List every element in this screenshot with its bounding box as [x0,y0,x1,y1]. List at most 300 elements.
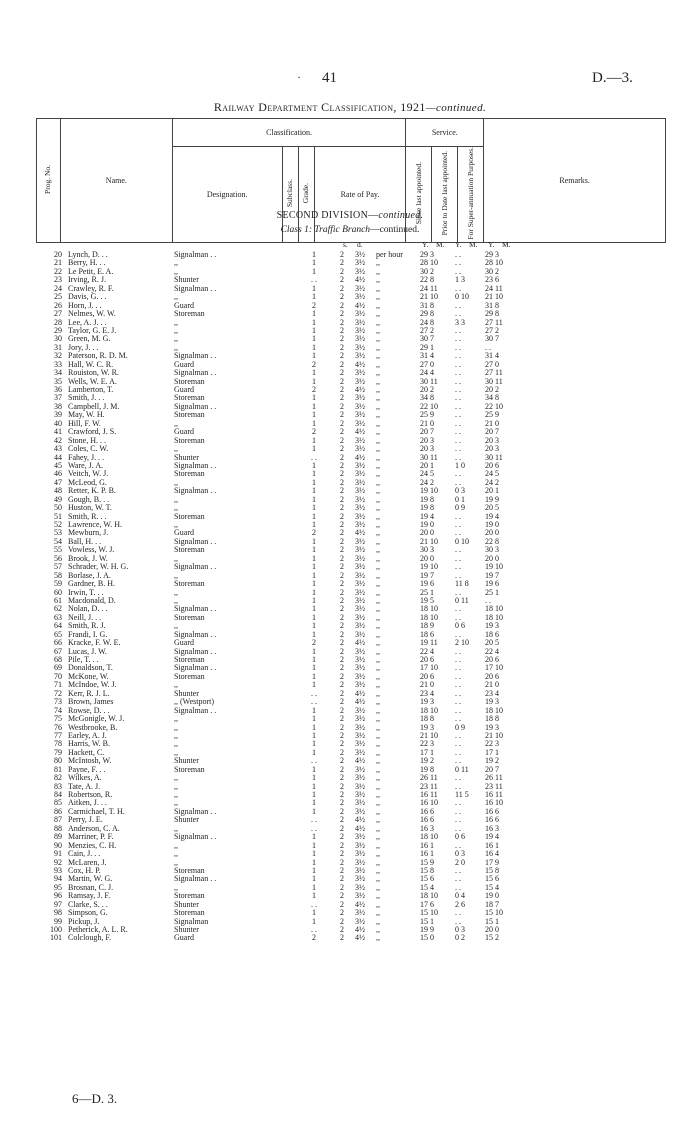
rate-unit: ,, [376,553,380,563]
staff-name: Green, M. G. [68,334,111,344]
since-appointed: 19 10 [420,562,438,572]
rate-unit: ,, [376,275,380,285]
grade: 2 [340,840,344,850]
subclass: 1 [312,646,316,656]
grade: 2 [340,376,344,386]
since-appointed: 22 4 [420,646,434,656]
designation: Shunter [174,688,199,698]
prog-no: 33 [54,359,62,369]
superannuation: 20 5 [485,638,499,648]
prog-no: 99 [54,916,62,926]
rate: 3½ [355,671,365,681]
subclass: 1 [312,376,316,386]
prior-service: . . [455,688,461,698]
prog-no: 72 [54,688,62,698]
prior-service: 1 3 [455,275,465,285]
designation: Signalman . . [174,832,217,842]
designation: ,, [174,258,178,268]
subclass: 1 [312,680,316,690]
grade-header: Grade. [298,147,314,243]
rate: 4½ [355,933,365,943]
superannuation: 19 2 [485,756,499,766]
prior-service: . . [455,916,461,926]
grade: 2 [340,714,344,724]
designation: ,, [174,773,178,783]
staff-name: Harris, W. B. [68,739,110,749]
rate: 3½ [355,773,365,783]
rate: 3½ [355,714,365,724]
prior-service: . . [455,756,461,766]
prog-no: 93 [54,865,62,875]
subclass: . . [311,452,317,462]
grade: 2 [340,638,344,648]
rate-unit: ,, [376,832,380,842]
grade: 2 [340,680,344,690]
staff-name: Lamberton, T. [68,385,114,394]
subclass: 1 [312,790,316,799]
prior-service: . . [455,376,461,386]
since-appointed: 17 1 [420,747,434,757]
staff-name: Petherick, A. L. R. [68,925,128,934]
since-appointed: 28 10 [420,258,438,268]
superannuation: 24 11 [485,283,503,293]
since-appointed: 19 3 [420,722,434,732]
grade: 2 [340,815,344,825]
prior-service: . . [455,671,461,681]
rate: 4½ [355,815,365,825]
rate-unit: ,, [376,477,380,487]
since-appointed: 22 8 [420,275,434,285]
since-appointed: 21 0 [420,680,434,690]
rate: 3½ [355,342,365,352]
rate-unit: ,, [376,410,380,420]
page-title [0,100,700,115]
prior-service: . . [455,309,461,319]
prior-service: . . [455,427,461,437]
superannuation: 19 3 [485,722,499,732]
prior-service: 0 6 [455,621,465,631]
grade: 2 [340,250,344,259]
superannuation: 29 8 [485,309,499,319]
superannuation: 23 4 [485,688,499,698]
staff-name: Crawley, R. F. [68,283,114,293]
staff-name: Marriner, P. F. [68,832,114,842]
superannuation: 30 11 [485,376,503,386]
subclass: 1 [312,705,316,715]
designation: Shunter [174,815,199,825]
designation: ,, [174,595,178,605]
prior-service: 3 3 [455,317,465,327]
rate-unit: ,, [376,798,380,808]
since-appointed: 27 2 [420,325,434,335]
subclass: 1 [312,891,316,901]
since-appointed: 34 8 [420,393,434,403]
unit-pence: d. [357,240,363,249]
prog-no: 76 [54,722,62,732]
rate-unit: ,, [376,722,380,732]
designation: Storeman [174,891,205,901]
prog-no: 25 [54,292,62,302]
page-dot: · [297,70,301,84]
since-appointed: 16 11 [420,790,438,799]
rate: 3½ [355,545,365,555]
grade: 2 [340,477,344,487]
staff-name: Irwin, T. . . [68,587,104,597]
rate-unit: ,, [376,916,380,926]
designation: Storeman [174,764,205,774]
prog-no: 46 [54,469,62,479]
subclass: 1 [312,494,316,504]
prog-no: 48 [54,486,62,496]
rate: 3½ [355,739,365,749]
prog-no: 77 [54,730,62,740]
rate-unit: ,, [376,629,380,639]
rate-unit: ,, [376,494,380,504]
superannuation: 18 10 [485,705,503,715]
staff-name: Rowse, D. . . [68,705,110,715]
staff-name: Westbrooke, B. [68,722,118,732]
prior-service: 0 1 [455,494,465,504]
since-appointed: 18 10 [420,832,438,842]
table-row [0,934,700,942]
rate-unit: ,, [376,258,380,268]
subclass: 2 [312,638,316,648]
rate: 3½ [355,520,365,529]
designation: ,, [174,714,178,724]
rate-unit: ,, [376,283,380,293]
designation: ,, [174,722,178,732]
staff-name: Donaldson, T. [68,663,113,673]
staff-name: Horn, J. . . [68,300,102,310]
rate-unit: ,, [376,739,380,749]
superannuation: 19 4 [485,511,499,521]
rate-unit: ,, [376,376,380,386]
grade: 2 [340,401,344,411]
since-appointed: 23 4 [420,688,434,698]
prog-no: 21 [54,258,62,268]
prior-service: . . [455,773,461,783]
staff-name: Anderson, C. A. [68,823,120,833]
grade: 2 [340,460,344,470]
subclass: 2 [312,385,316,394]
table-row [0,529,700,537]
grade: 2 [340,292,344,302]
prog-no: 52 [54,520,62,529]
prog-no: 69 [54,663,62,673]
superannuation: 15 2 [485,933,499,943]
designation: ,, [174,781,178,791]
table-row [0,648,700,656]
superannuation: 18 6 [485,629,499,639]
subclass: 1 [312,655,316,664]
rate-unit: ,, [376,570,380,580]
superannuation: . . [485,342,491,352]
prior-service: . . [455,385,461,394]
table-row [0,757,700,765]
since-appointed: 19 11 [420,638,438,648]
class-label: Class 1: [280,225,312,235]
rate: 3½ [355,477,365,487]
grade: 2 [340,579,344,589]
prog-no: 91 [54,849,62,859]
grade: 2 [340,275,344,285]
grade: 2 [340,562,344,572]
since-appointed: 15 1 [420,916,434,926]
prog-no: 66 [54,638,62,648]
rate: 3½ [355,629,365,639]
prior-service: . . [455,469,461,479]
superannuation: 22 10 [485,401,503,411]
staff-name: Lucas, J. W. [68,646,107,656]
prior-service: . . [455,258,461,268]
staff-name: Hackett, C. [68,747,105,757]
subclass: . . [311,925,317,934]
since-appointed: 19 5 [420,595,434,605]
prog-no: 81 [54,764,62,774]
rate-unit: ,, [376,638,380,648]
grade: 2 [340,334,344,344]
subclass: 1 [312,250,316,259]
staff-name: Brown, James [68,697,114,707]
rate-unit: ,, [376,815,380,825]
superannuation: 21 0 [485,418,499,428]
rate-unit: ,, [376,520,380,529]
designation: ,, [174,503,178,513]
staff-name: Frandi, I. G. [68,629,108,639]
grade: 2 [340,528,344,538]
subclass: 1 [312,410,316,420]
staff-name: Jory, J. . . [68,342,99,352]
designation: ,, [174,882,178,892]
prior-service: . . [455,528,461,538]
subclass: 1 [312,520,316,529]
prior-service: . . [455,908,461,918]
prior-service: . . [455,874,461,884]
since-appointed: 19 0 [420,520,434,529]
superannuation: 15 10 [485,908,503,918]
title-main: Railway Department Classification, 1921 [213,100,426,114]
since-appointed: 19 8 [420,764,434,774]
subclass: 1 [312,351,316,361]
grade: 2 [340,925,344,934]
rate-unit: ,, [376,368,380,378]
table-row [0,335,700,343]
since-appointed: 20 0 [420,553,434,563]
prior-service: 11 5 [455,790,469,799]
designation: Signalman . . [174,460,217,470]
prog-no: 38 [54,401,62,411]
designation: Guard [174,300,194,310]
superannuation: 30 2 [485,266,499,276]
prog-no: 34 [54,368,62,378]
staff-name: Earley, A. J. [68,730,107,740]
subclass: 2 [312,427,316,437]
since-appointed: 18 6 [420,629,434,639]
rate-unit: ,, [376,587,380,597]
superannuation: 17 1 [485,747,499,757]
subclass: 1 [312,258,316,268]
prior-service: 0 3 [455,925,465,934]
subclass: 1 [312,882,316,892]
superannuation: 20 6 [485,655,499,664]
prior-service: . . [455,401,461,411]
rate-unit: ,, [376,266,380,276]
designation: Guard [174,638,194,648]
grade: 2 [340,595,344,605]
page-number: 41 [322,70,337,86]
superannuation: 20 0 [485,553,499,563]
prior-service: . . [455,410,461,420]
designation: Storeman [174,469,205,479]
prior-service: . . [455,570,461,580]
class-heading [0,225,700,235]
subclass: 2 [312,300,316,310]
since-appointed: 22 10 [420,401,438,411]
superannuation: 15 6 [485,874,499,884]
grade: 2 [340,865,344,875]
rate: 3½ [355,283,365,293]
grade: 2 [340,368,344,378]
superannuation: 31 4 [485,351,499,361]
rate-unit: ,, [376,865,380,875]
rate: 3½ [355,832,365,842]
grade: 2 [340,469,344,479]
staff-name: Cox, H. P. [68,865,101,875]
rate: 3½ [355,806,365,816]
staff-name: Campbell, J. M. [68,401,120,411]
grade: 2 [340,697,344,707]
designation: ,, [174,292,178,302]
designation: ,, [174,680,178,690]
rate: 4½ [355,452,365,462]
rate-unit: ,, [376,891,380,901]
subclass: 1 [312,595,316,605]
superannuation: 18 10 [485,604,503,614]
title-suffix: —continued. [425,102,487,114]
rate-unit: ,, [376,418,380,428]
staff-name: Smith, R. . . [68,511,107,521]
rate: 3½ [355,553,365,563]
staff-name: McIndoe, W. J. [68,680,117,690]
subclass: 1 [312,553,316,563]
rate-unit: ,, [376,317,380,327]
superannuation: 20 6 [485,460,499,470]
rate-unit: ,, [376,671,380,681]
grade: 2 [340,520,344,529]
staff-name: Veitch, W. J. [68,469,109,479]
staff-name: Huston, W. T. [68,503,112,513]
designation: Shunter [174,756,199,766]
prog-no: 55 [54,545,62,555]
table-row [0,766,700,774]
prior-service: 2 6 [455,899,465,909]
prior-service: . . [455,823,461,833]
grade: 2 [340,823,344,833]
staff-name: Kracke, F. W. E. [68,638,121,648]
superannuation: 21 0 [485,680,499,690]
unit-years-since: Y. [422,240,429,249]
designation: ,, [174,621,178,631]
designation: ,, [174,730,178,740]
grade: 2 [340,891,344,901]
grade: 2 [340,545,344,555]
rate: 4½ [355,756,365,766]
rate-unit: ,, [376,435,380,445]
staff-name: Perry, J. E. [68,815,103,825]
prog-no: 95 [54,882,62,892]
prog-no-header: Prog. No. [37,119,61,243]
prior-service: . . [455,604,461,614]
prog-no: 75 [54,714,62,724]
prior-service: 1 0 [455,460,465,470]
rate-unit: ,, [376,359,380,369]
superannuation: 15 4 [485,882,499,892]
prior-service: 0 9 [455,722,465,732]
prog-no: 39 [54,410,62,420]
prior-service: . . [455,612,461,622]
since-appointed: 24 5 [420,469,434,479]
name-header: Name. [60,119,172,243]
table-row [0,774,700,782]
prog-no: 63 [54,612,62,622]
prior-service: . . [455,418,461,428]
subclass: 1 [312,604,316,614]
rate-unit: ,, [376,562,380,572]
staff-name: Neill, J. . . [68,612,102,622]
prog-no: 101 [50,933,62,943]
rate: 3½ [355,494,365,504]
prog-no: 54 [54,536,62,546]
rate: 3½ [355,579,365,589]
rate: 3½ [355,790,365,799]
superannuation: 27 0 [485,359,499,369]
prog-no: 97 [54,899,62,909]
grade: 2 [340,646,344,656]
staff-name: Davis, G. . . [68,292,107,302]
grade: 2 [340,536,344,546]
superannuation: 29 3 [485,250,499,259]
designation: ,, [174,840,178,850]
rate: 3½ [355,705,365,715]
staff-name: Macdonald, D. [68,595,116,605]
since-appointed: 25 9 [420,410,434,420]
staff-name: McLeod, G. [68,477,107,487]
designation: Shunter [174,899,199,909]
designation: Storeman [174,393,205,403]
grade: 2 [340,266,344,276]
staff-name: Rouiston, W. R. [68,368,119,378]
section-division [0,210,700,221]
staff-name: Smith, R. J. [68,621,106,631]
subclass: 1 [312,368,316,378]
since-appointed: 15 0 [420,933,434,943]
prior-service: . . [455,714,461,724]
prior-service: . . [455,815,461,825]
designation: Signalman [174,916,209,926]
staff-name: McLaren, J. [68,857,107,867]
grade: 2 [340,874,344,884]
superannuation: 15 1 [485,916,499,926]
subclass: 1 [312,469,316,479]
prior-service: . . [455,655,461,664]
superannuation: 30 3 [485,545,499,555]
prior-service: . . [455,587,461,597]
rate-unit: ,, [376,933,380,943]
prog-no: 36 [54,385,62,394]
subclass: 1 [312,773,316,783]
prog-no: 68 [54,655,62,664]
subclass: 1 [312,730,316,740]
